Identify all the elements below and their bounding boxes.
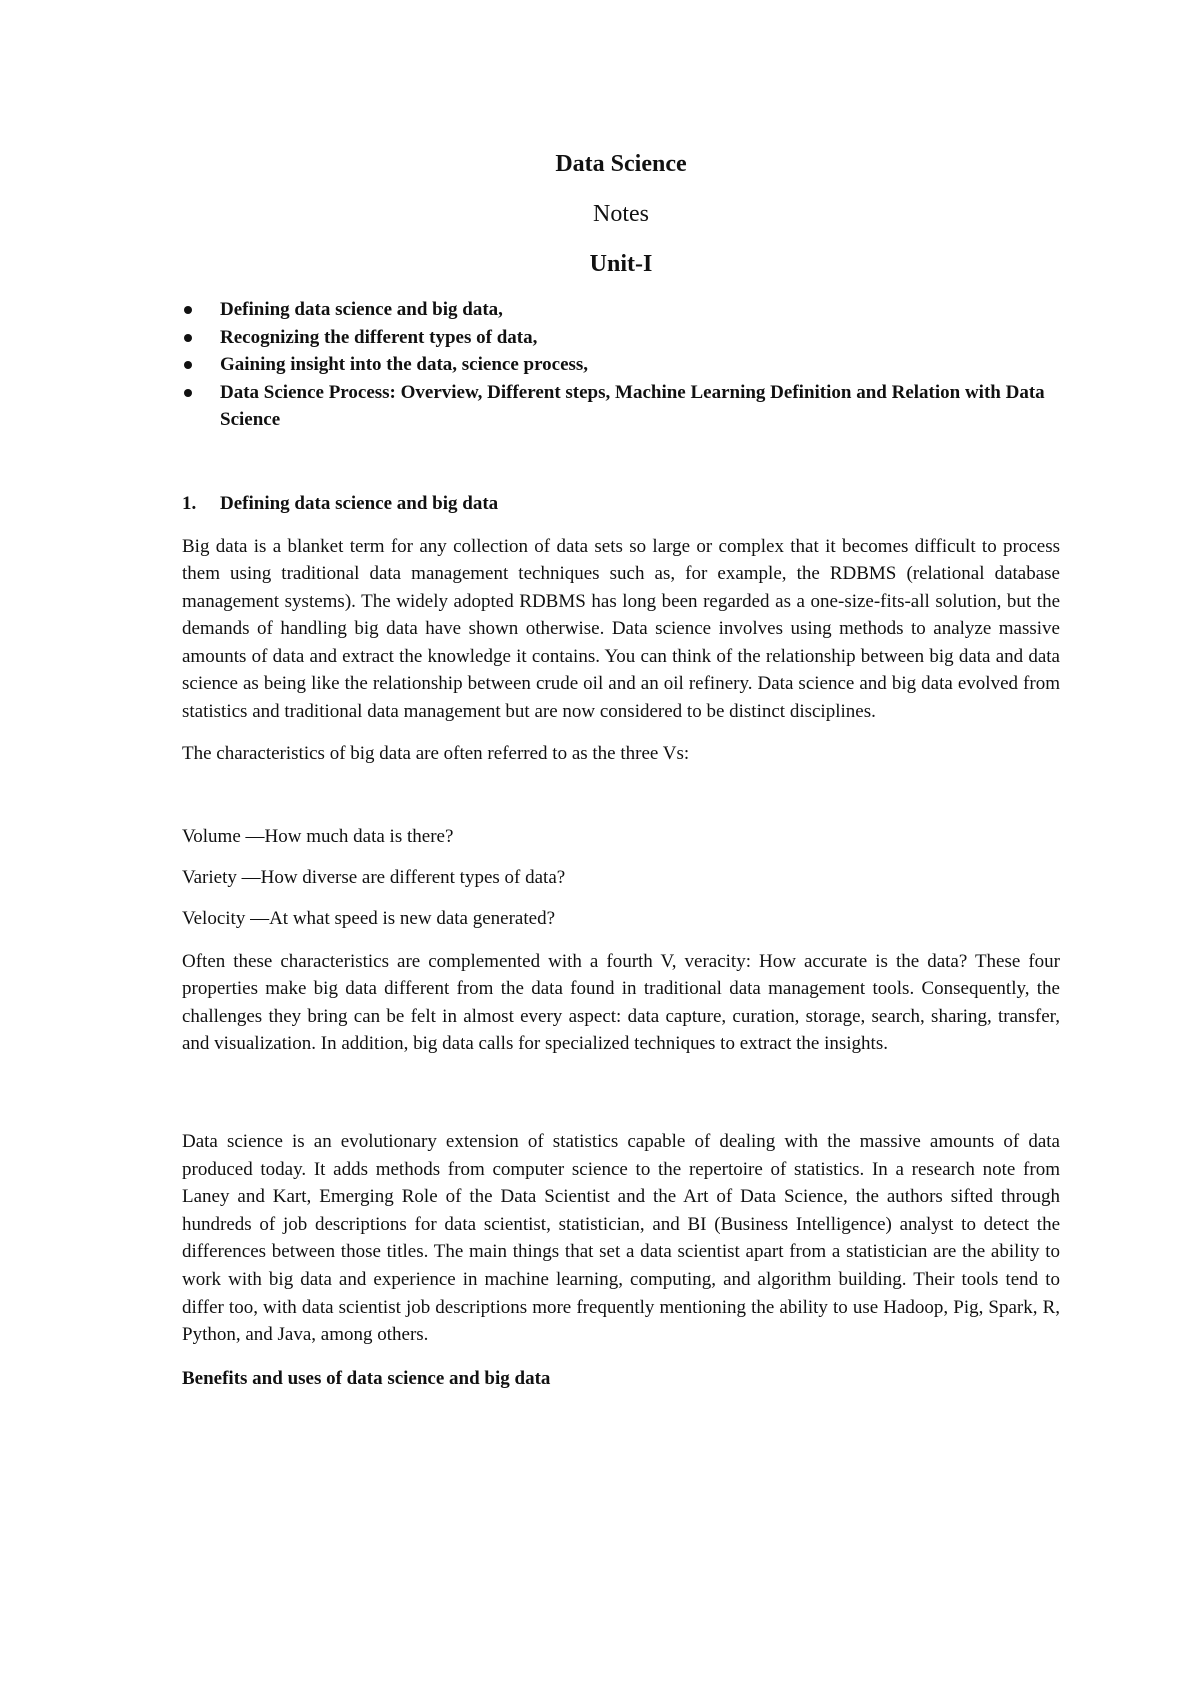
paragraph-data-science-extension: Data science is an evolutionary extension of statistics capable of dealing with the massive amounts of data produced today. It adds methods from computer science to the repertoire of statistics. In a research note from Laney and Kart, Emerging Role of the Data Scientist and the Art of Data Science, the authors sifted through hundreds of job descriptions for data scientist, statistician, and BI (Business Intelligence) analyst to detect the differences between those titles. The main things that set a data scientist apart from a statistician are the ability to work with big data and experience in machine learning, computing, and algorithm building. Their tools tend to differ too, with data scientist job descriptions more frequently mentioning the ability to use Hadoop, Pig, Spark, R, Python, and Java, among others.	[182, 1131, 1060, 1346]
section-title: Defining data science and big data	[220, 492, 499, 514]
bullet-icon	[184, 306, 192, 314]
document-title: Data Science	[555, 151, 687, 177]
outline-item-text: Data Science Process: Overview, Different steps, Machine Learning Definition and Relation with Data Science	[220, 381, 1045, 430]
outline-item	[182, 379, 1060, 434]
outline-item	[182, 296, 1060, 324]
title-block	[182, 148, 1060, 280]
unit-heading: Unit-I	[589, 251, 653, 277]
bullet-icon	[184, 361, 192, 369]
paragraph-three-vs-intro: The characteristics of big data are often referred to as the three Vs:	[182, 742, 690, 764]
outline-item-text: Gaining insight into the data, science process,	[220, 354, 589, 375]
outline-item-text: Recognizing the different types of data,	[220, 326, 538, 348]
outline-item-text: Defining data science and big data,	[220, 299, 503, 320]
v-volume-line: Volume —How much data is there?	[182, 825, 454, 847]
page-content	[182, 140, 1060, 1392]
outline-item	[182, 351, 1060, 379]
document-subtitle: Notes	[593, 201, 649, 227]
bullet-icon	[184, 389, 192, 397]
bullet-icon	[184, 334, 192, 342]
outline-item	[182, 324, 1060, 352]
v-variety-line: Variety —How diverse are different types of data?	[182, 866, 566, 888]
subheading-benefits: Benefits and uses of data science and big data	[182, 1367, 551, 1389]
section-number: 1.	[182, 492, 197, 514]
v-velocity-line: Velocity —At what speed is new data generated?	[182, 907, 556, 929]
paragraph-big-data-definition: Big data is a blanket term for any collection of data sets so large or complex that it becomes difficult to process them using traditional data management techniques such as, for example, the RDBMS (relational database management systems). The widely adopted RDBMS has long been regarded as a one-size-fits-all solution, but the demands of handling big data have shown otherwise. Data science involves using methods to analyze massive amounts of data and extract the knowledge it contains. You can think of the relationship between big data and data science as being like the relationship between crude oil and an oil refinery. Data science and big data evolved from statistics and traditional data management but are now considered to be distinct disciplines.	[182, 535, 1060, 723]
topic-outline-list	[182, 296, 1060, 434]
section-heading	[182, 490, 1060, 517]
paragraph-veracity: Often these characteristics are complemented with a fourth V, veracity: How accurate is the data? These four properties make big data different from the data found in traditional data management tools. Consequently, the challenges they bring can be felt in almost every aspect: data capture, curation, storage, search, sharing, transfer, and visualization. In addition, big data calls for specialized techniques to extract the insights.	[182, 950, 1060, 1055]
